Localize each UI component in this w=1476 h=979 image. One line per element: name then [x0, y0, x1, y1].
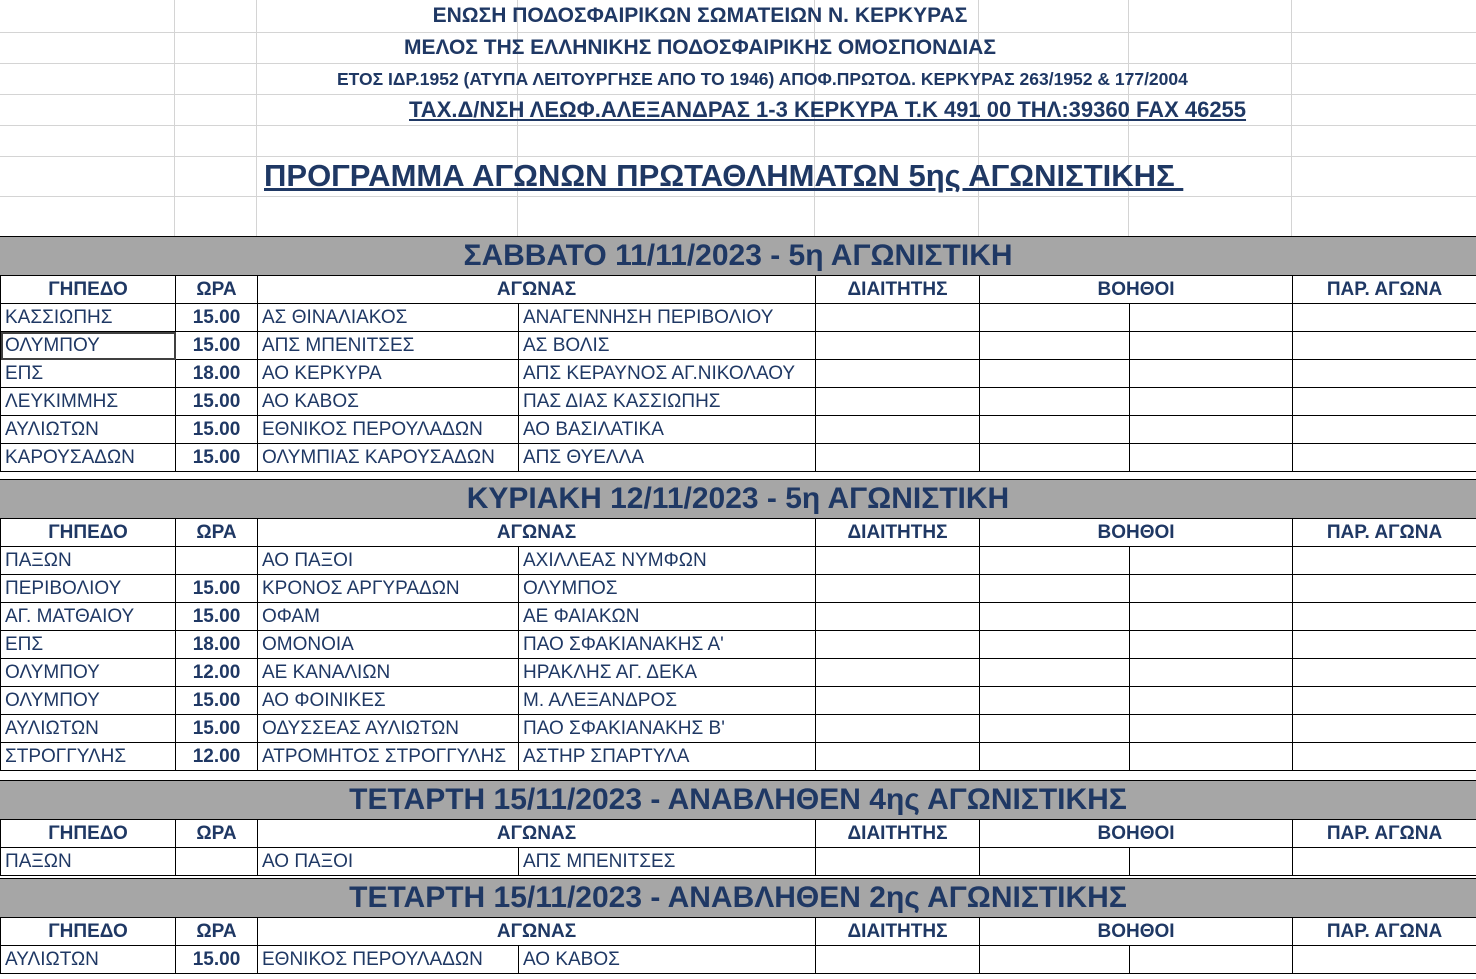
header-match[interactable]: ΑΓΩΝΑΣ: [258, 820, 816, 848]
time-cell[interactable]: [176, 848, 258, 876]
stadium-cell[interactable]: ΑΥΛΙΩΤΩΝ: [1, 946, 176, 974]
away-team-cell[interactable]: ΑΝΑΓΕΝΝΗΣΗ ΠΕΡΙΒΟΛΙΟΥ: [519, 304, 816, 332]
fixture-row: [1, 687, 1476, 715]
header-referee[interactable]: ΔΙΑΙΤΗΤΗΣ: [816, 519, 980, 547]
away-team-cell[interactable]: ΑΟ ΚΑΒΟΣ: [519, 946, 816, 974]
header-assistants[interactable]: ΒΟΗΘΟΙ: [980, 519, 1293, 547]
home-team-cell[interactable]: ΚΡΟΝΟΣ ΑΡΓΥΡΑΔΩΝ: [258, 575, 519, 603]
assistant-2-cell[interactable]: [1130, 304, 1293, 332]
observer-cell[interactable]: [1293, 603, 1476, 631]
referee-cell[interactable]: [816, 631, 980, 659]
stadium-cell[interactable]: ΟΛΥΜΠΟΥ: [1, 332, 176, 360]
assistant-1-cell[interactable]: [980, 547, 1130, 575]
home-team-cell[interactable]: ΕΘΝΙΚΟΣ ΠΕΡΟΥΛΑΔΩΝ: [258, 416, 519, 444]
time-cell[interactable]: [176, 547, 258, 575]
header-stadium[interactable]: ΓΗΠΕΔΟ: [1, 519, 176, 547]
fixtures-table: [0, 819, 1476, 876]
home-team-cell[interactable]: ΟΜΟΝΟΙΑ: [258, 631, 519, 659]
header-time[interactable]: ΩΡΑ: [176, 820, 258, 848]
time-cell[interactable]: 15.00: [176, 946, 258, 974]
observer-cell[interactable]: [1293, 743, 1476, 771]
away-team-cell[interactable]: ΠΑΣ ΔΙΑΣ ΚΑΣΣΙΩΠΗΣ: [519, 388, 816, 416]
assistant-2-cell[interactable]: [1130, 631, 1293, 659]
home-team-cell[interactable]: ΕΘΝΙΚΟΣ ΠΕΡΟΥΛΑΔΩΝ: [258, 946, 519, 974]
stadium-cell[interactable]: ΟΛΥΜΠΟΥ: [1, 687, 176, 715]
assistant-1-cell[interactable]: [980, 946, 1130, 974]
assistant-2-cell[interactable]: [1130, 444, 1293, 472]
stadium-cell[interactable]: ΠΑΞΩΝ: [1, 848, 176, 876]
fixture-row: [1, 659, 1476, 687]
away-team-cell[interactable]: ΑΣΤΗΡ ΣΠΑΡΤΥΛΑ: [519, 743, 816, 771]
header-referee[interactable]: ΔΙΑΙΤΗΤΗΣ: [816, 820, 980, 848]
time-cell[interactable]: 12.00: [176, 743, 258, 771]
referee-cell[interactable]: [816, 715, 980, 743]
header-observer[interactable]: ΠΑΡ. ΑΓΩΝΑ: [1293, 519, 1476, 547]
home-team-cell[interactable]: ΑΠΣ ΜΠΕΝΙΤΣΕΣ: [258, 332, 519, 360]
home-team-cell[interactable]: ΑΟ ΠΑΞΟΙ: [258, 848, 519, 876]
assistant-1-cell[interactable]: [980, 603, 1130, 631]
away-team-cell[interactable]: ΑΠΣ ΜΠΕΝΙΤΣΕΣ: [519, 848, 816, 876]
time-cell[interactable]: 15.00: [176, 416, 258, 444]
away-team-cell[interactable]: ΑΠΣ ΚΕΡΑΥΝΟΣ ΑΓ.ΝΙΚΟΛΑΟΥ: [519, 360, 816, 388]
observer-cell[interactable]: [1293, 332, 1476, 360]
fixture-row: [1, 416, 1476, 444]
referee-cell[interactable]: [816, 575, 980, 603]
stadium-cell[interactable]: ΠΑΞΩΝ: [1, 547, 176, 575]
stadium-cell[interactable]: ΠΕΡΙΒΟΛΙΟΥ: [1, 575, 176, 603]
referee-cell[interactable]: [816, 946, 980, 974]
header-time[interactable]: ΩΡΑ: [176, 918, 258, 946]
stadium-cell[interactable]: ΑΥΛΙΩΤΩΝ: [1, 715, 176, 743]
home-team-cell[interactable]: ΑΣ ΘΙΝΑΛΙΑΚΟΣ: [258, 304, 519, 332]
assistant-2-cell[interactable]: [1130, 715, 1293, 743]
federation-membership: ΜΕΛΟΣ ΤΗΣ ΕΛΛΗΝΙΚΗΣ ΠΟΔΟΣΦΑΙΡΙΚΗΣ ΟΜΟΣΠΟΝΔΙΑΣ: [404, 36, 996, 59]
stadium-cell[interactable]: ΟΛΥΜΠΟΥ: [1, 659, 176, 687]
assistant-2-cell[interactable]: [1130, 659, 1293, 687]
header-observer[interactable]: ΠΑΡ. ΑΓΩΝΑ: [1293, 276, 1476, 304]
time-cell[interactable]: 15.00: [176, 603, 258, 631]
header-assistants[interactable]: ΒΟΗΘΟΙ: [980, 820, 1293, 848]
header-referee[interactable]: ΔΙΑΙΤΗΤΗΣ: [816, 276, 980, 304]
time-cell[interactable]: 15.00: [176, 687, 258, 715]
header-observer[interactable]: ΠΑΡ. ΑΓΩΝΑ: [1293, 918, 1476, 946]
federation-founding-info: ΕΤΟΣ ΙΔΡ.1952 (ΑΤΥΠΑ ΛΕΙΤΟΥΡΓΗΣΕ ΑΠΟ ΤΟ 1946) ΑΠΟΦ.ΠΡΩΤΟΔ. ΚΕΡΚΥΡΑΣ 263/1952 & 177/2004: [337, 69, 1188, 89]
away-team-cell[interactable]: ΑΕ ΦΑΙΑΚΩΝ: [519, 603, 816, 631]
fixture-row: [1, 848, 1476, 876]
assistant-1-cell[interactable]: [980, 687, 1130, 715]
section-title-bar: ΤΕΤΑΡΤΗ 15/11/2023 - ΑΝΑΒΛΗΘΕΝ 4ης ΑΓΩΝΙΣΤΙΚΗΣ: [0, 780, 1476, 820]
referee-cell[interactable]: [816, 444, 980, 472]
observer-cell[interactable]: [1293, 631, 1476, 659]
referee-cell[interactable]: [816, 848, 980, 876]
observer-cell[interactable]: [1293, 946, 1476, 974]
column-header-row: [1, 918, 1476, 946]
fixtures-table: [0, 275, 1476, 472]
away-team-cell[interactable]: Μ. ΑΛΕΞΑΝΔΡΟΣ: [519, 687, 816, 715]
time-cell[interactable]: 15.00: [176, 304, 258, 332]
assistant-2-cell[interactable]: [1130, 547, 1293, 575]
section-title-bar: ΚΥΡΙΑΚΗ 12/11/2023 - 5η ΑΓΩΝΙΣΤΙΚΗ: [0, 479, 1476, 519]
home-team-cell[interactable]: ΑΟ ΚΑΒΟΣ: [258, 388, 519, 416]
fixture-row: [1, 715, 1476, 743]
observer-cell[interactable]: [1293, 388, 1476, 416]
observer-cell[interactable]: [1293, 416, 1476, 444]
assistant-1-cell[interactable]: [980, 388, 1130, 416]
away-team-cell[interactable]: ΠΑΟ ΣΦΑΚΙΑΝΑΚΗΣ Α': [519, 631, 816, 659]
observer-cell[interactable]: [1293, 848, 1476, 876]
home-team-cell[interactable]: ΑΟ ΦΟΙΝΙΚΕΣ: [258, 687, 519, 715]
section-title-bar: ΣΑΒΒΑΤΟ 11/11/2023 - 5η ΑΓΩΝΙΣΤΙΚΗ: [0, 236, 1476, 276]
observer-cell[interactable]: [1293, 575, 1476, 603]
fixtures-table: [0, 917, 1476, 974]
assistant-2-cell[interactable]: [1130, 603, 1293, 631]
header-referee[interactable]: ΔΙΑΙΤΗΤΗΣ: [816, 918, 980, 946]
assistant-2-cell[interactable]: [1130, 416, 1293, 444]
time-cell[interactable]: 12.00: [176, 659, 258, 687]
assistant-1-cell[interactable]: [980, 444, 1130, 472]
home-team-cell[interactable]: ΑΟ ΠΑΞΟΙ: [258, 547, 519, 575]
assistant-2-cell[interactable]: [1130, 360, 1293, 388]
stadium-cell[interactable]: ΚΑΣΣΙΩΠΗΣ: [1, 304, 176, 332]
referee-cell[interactable]: [816, 360, 980, 388]
observer-cell[interactable]: [1293, 304, 1476, 332]
fixtures-table: [0, 518, 1476, 771]
assistant-2-cell[interactable]: [1130, 332, 1293, 360]
column-header-row: [1, 276, 1476, 304]
assistant-1-cell[interactable]: [980, 659, 1130, 687]
assistant-2-cell[interactable]: [1130, 743, 1293, 771]
home-team-cell[interactable]: ΑΟ ΚΕΡΚΥΡΑ: [258, 360, 519, 388]
stadium-cell[interactable]: ΕΠΣ: [1, 631, 176, 659]
time-cell[interactable]: 15.00: [176, 332, 258, 360]
header-stadium[interactable]: ΓΗΠΕΔΟ: [1, 820, 176, 848]
referee-cell[interactable]: [816, 603, 980, 631]
time-cell[interactable]: 15.00: [176, 388, 258, 416]
assistant-1-cell[interactable]: [980, 575, 1130, 603]
home-team-cell[interactable]: ΑΕ ΚΑΝΑΛΙΩΝ: [258, 659, 519, 687]
header-observer[interactable]: ΠΑΡ. ΑΓΩΝΑ: [1293, 820, 1476, 848]
observer-cell[interactable]: [1293, 360, 1476, 388]
assistant-1-cell[interactable]: [980, 332, 1130, 360]
header-assistants[interactable]: ΒΟΗΘΟΙ: [980, 918, 1293, 946]
referee-cell[interactable]: [816, 687, 980, 715]
assistant-2-cell[interactable]: [1130, 848, 1293, 876]
stadium-cell[interactable]: ΛΕΥΚΙΜΜΗΣ: [1, 388, 176, 416]
referee-cell[interactable]: [816, 547, 980, 575]
header-time[interactable]: ΩΡΑ: [176, 276, 258, 304]
home-team-cell[interactable]: ΟΦΑΜ: [258, 603, 519, 631]
header-stadium[interactable]: ΓΗΠΕΔΟ: [1, 276, 176, 304]
referee-cell[interactable]: [816, 743, 980, 771]
fixture-row: [1, 444, 1476, 472]
federation-address: ΤΑΧ.Δ/ΝΣΗ ΛΕΩΦ.ΑΛΕΞΑΝΔΡΑΣ 1-3 ΚΕΡΚΥΡΑ Τ.Κ 491 00 ΤΗΛ:39360 FAX 46255: [409, 97, 1247, 122]
stadium-cell[interactable]: ΑΓ. ΜΑΤΘΑΙΟΥ: [1, 603, 176, 631]
fixture-row: [1, 304, 1476, 332]
column-header-row: [1, 820, 1476, 848]
federation-name: ΕΝΩΣΗ ΠΟΔΟΣΦΑΙΡΙΚΩΝ ΣΩΜΑΤΕΙΩΝ Ν. ΚΕΡΚΥΡΑΣ: [432, 4, 968, 27]
away-team-cell[interactable]: ΑΠΣ ΘΥΕΛΛΑ: [519, 444, 816, 472]
header-match[interactable]: ΑΓΩΝΑΣ: [258, 519, 816, 547]
fixture-row: [1, 360, 1476, 388]
fixture-row: [1, 575, 1476, 603]
header-time[interactable]: ΩΡΑ: [176, 519, 258, 547]
referee-cell[interactable]: [816, 388, 980, 416]
observer-cell[interactable]: [1293, 659, 1476, 687]
away-team-cell[interactable]: ΑΣ ΒΟΛΙΣ: [519, 332, 816, 360]
assistant-1-cell[interactable]: [980, 360, 1130, 388]
fixture-row: [1, 946, 1476, 974]
assistant-1-cell[interactable]: [980, 416, 1130, 444]
referee-cell[interactable]: [816, 332, 980, 360]
header-match[interactable]: ΑΓΩΝΑΣ: [258, 276, 816, 304]
referee-cell[interactable]: [816, 304, 980, 332]
observer-cell[interactable]: [1293, 547, 1476, 575]
section-title-bar: ΤΕΤΑΡΤΗ 15/11/2023 - ΑΝΑΒΛΗΘΕΝ 2ης ΑΓΩΝΙΣΤΙΚΗΣ: [0, 878, 1476, 918]
home-team-cell[interactable]: ΑΤΡΟΜΗΤΟΣ ΣΤΡΟΓΓΥΛΗΣ: [258, 743, 519, 771]
assistant-2-cell[interactable]: [1130, 687, 1293, 715]
away-team-cell[interactable]: ΟΛΥΜΠΟΣ: [519, 575, 816, 603]
referee-cell[interactable]: [816, 416, 980, 444]
observer-cell[interactable]: [1293, 715, 1476, 743]
stadium-cell[interactable]: ΕΠΣ: [1, 360, 176, 388]
time-cell[interactable]: 18.00: [176, 631, 258, 659]
column-header-row: [1, 519, 1476, 547]
time-cell[interactable]: 15.00: [176, 715, 258, 743]
observer-cell[interactable]: [1293, 444, 1476, 472]
assistant-2-cell[interactable]: [1130, 575, 1293, 603]
stadium-cell[interactable]: ΑΥΛΙΩΤΩΝ: [1, 416, 176, 444]
header-stadium[interactable]: ΓΗΠΕΔΟ: [1, 918, 176, 946]
fixture-row: [1, 388, 1476, 416]
referee-cell[interactable]: [816, 659, 980, 687]
home-team-cell[interactable]: ΟΛΥΜΠΙΑΣ ΚΑΡΟΥΣΑΔΩΝ: [258, 444, 519, 472]
fixture-row: [1, 332, 1476, 360]
assistant-2-cell[interactable]: [1130, 388, 1293, 416]
stadium-cell[interactable]: ΣΤΡΟΓΓΥΛΗΣ: [1, 743, 176, 771]
assistant-1-cell[interactable]: [980, 848, 1130, 876]
away-team-cell[interactable]: ΗΡΑΚΛΗΣ ΑΓ. ΔΕΚΑ: [519, 659, 816, 687]
observer-cell[interactable]: [1293, 687, 1476, 715]
time-cell[interactable]: 15.00: [176, 444, 258, 472]
fixture-row: [1, 631, 1476, 659]
page-title: ΠΡΟΓΡΑΜΜΑ ΑΓΩΝΩΝ ΠΡΩΤΑΘΛΗΜΑΤΩΝ 5ης ΑΓΩΝΙΣΤΙΚΗΣ: [264, 158, 1184, 193]
away-team-cell[interactable]: ΑΟ ΒΑΣΙΛΑΤΙΚΑ: [519, 416, 816, 444]
away-team-cell[interactable]: ΑΧΙΛΛΕΑΣ ΝΥΜΦΩΝ: [519, 547, 816, 575]
assistant-1-cell[interactable]: [980, 304, 1130, 332]
header-match[interactable]: ΑΓΩΝΑΣ: [258, 918, 816, 946]
assistant-1-cell[interactable]: [980, 743, 1130, 771]
fixture-row: [1, 743, 1476, 771]
stadium-cell[interactable]: ΚΑΡΟΥΣΑΔΩΝ: [1, 444, 176, 472]
home-team-cell[interactable]: ΟΔΥΣΣΕΑΣ ΑΥΛΙΩΤΩΝ: [258, 715, 519, 743]
assistant-2-cell[interactable]: [1130, 946, 1293, 974]
away-team-cell[interactable]: ΠΑΟ ΣΦΑΚΙΑΝΑΚΗΣ Β': [519, 715, 816, 743]
fixture-row: [1, 547, 1476, 575]
time-cell[interactable]: 15.00: [176, 575, 258, 603]
assistant-1-cell[interactable]: [980, 631, 1130, 659]
fixture-row: [1, 603, 1476, 631]
header-assistants[interactable]: ΒΟΗΘΟΙ: [980, 276, 1293, 304]
assistant-1-cell[interactable]: [980, 715, 1130, 743]
time-cell[interactable]: 18.00: [176, 360, 258, 388]
